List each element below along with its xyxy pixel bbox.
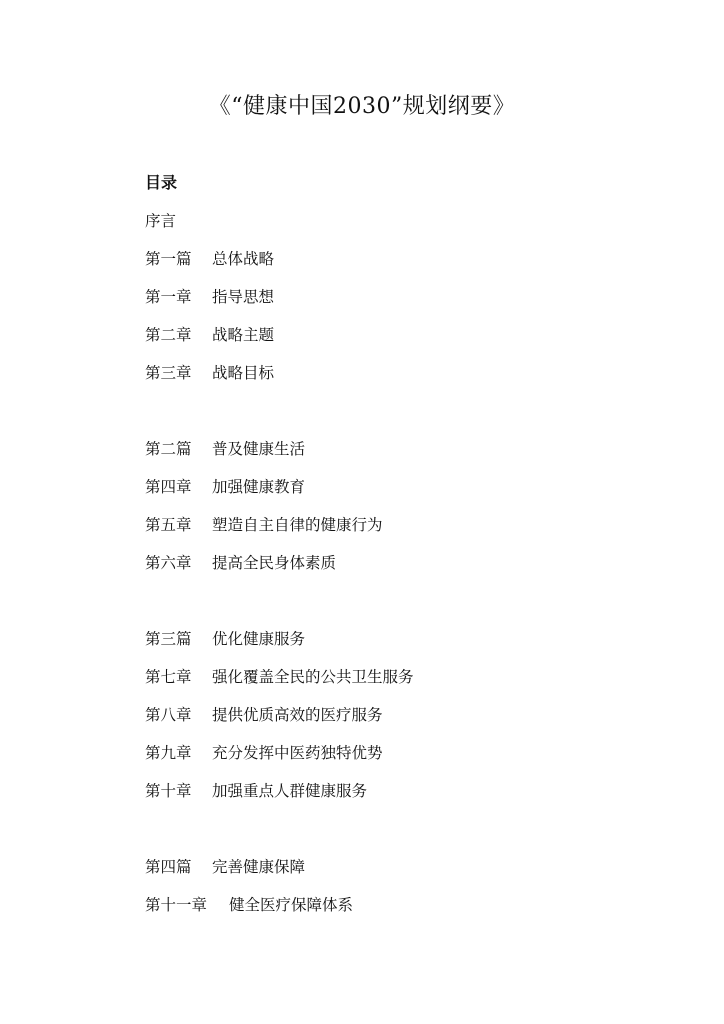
toc-item-number: 第六章 bbox=[145, 554, 192, 572]
toc-item-title: 强化覆盖全民的公共卫生服务 bbox=[212, 668, 414, 686]
toc-item-number: 第八章 bbox=[145, 706, 192, 724]
toc-item-title: 完善健康保障 bbox=[212, 858, 306, 876]
toc-item-part-3 bbox=[145, 628, 625, 666]
toc-item-number: 第一篇 bbox=[145, 250, 192, 268]
toc-heading: 目录 bbox=[145, 173, 178, 192]
toc-item-number: 第十一章 bbox=[145, 896, 208, 914]
toc-item-title: 优化健康服务 bbox=[212, 630, 306, 648]
toc-item-number: 第七章 bbox=[145, 668, 192, 686]
toc-item-number: 第三章 bbox=[145, 364, 192, 382]
toc-item-chapter-1 bbox=[145, 286, 625, 324]
toc-item-chapter-7 bbox=[145, 666, 625, 704]
toc-item-chapter-2 bbox=[145, 324, 625, 362]
toc-item-chapter-3 bbox=[145, 362, 625, 400]
toc-item-number: 第四篇 bbox=[145, 858, 192, 876]
toc-item-number: 第十章 bbox=[145, 782, 192, 800]
toc-item-number: 第四章 bbox=[145, 478, 192, 496]
toc-item-number: 第一章 bbox=[145, 288, 192, 306]
toc-item-title: 塑造自主自律的健康行为 bbox=[212, 516, 383, 534]
toc-item-title: 普及健康生活 bbox=[212, 440, 306, 458]
toc-item-title: 加强健康教育 bbox=[212, 478, 306, 496]
toc-item-number: 第二章 bbox=[145, 326, 192, 344]
toc-item-chapter-5 bbox=[145, 514, 625, 552]
toc-item-number: 第二篇 bbox=[145, 440, 192, 458]
toc-item-title: 提高全民身体素质 bbox=[212, 554, 337, 572]
toc-item-title: 总体战略 bbox=[212, 250, 275, 268]
toc-item-number: 第九章 bbox=[145, 744, 192, 762]
toc-item-part-2 bbox=[145, 438, 625, 476]
toc-item-title: 提供优质高效的医疗服务 bbox=[212, 706, 383, 724]
toc-item-part-1 bbox=[145, 248, 625, 286]
table-of-contents bbox=[145, 210, 625, 932]
toc-item-chapter-10 bbox=[145, 780, 625, 818]
toc-item-title: 充分发挥中医药独特优势 bbox=[212, 744, 383, 762]
toc-item-title: 战略目标 bbox=[212, 364, 275, 382]
toc-item-chapter-9 bbox=[145, 742, 625, 780]
toc-item-title: 指导思想 bbox=[212, 288, 275, 306]
toc-item-part-4 bbox=[145, 856, 625, 894]
toc-item-number: 第五章 bbox=[145, 516, 192, 534]
toc-item-chapter-4 bbox=[145, 476, 625, 514]
toc-item-number: 第三篇 bbox=[145, 630, 192, 648]
toc-item-number: 序言 bbox=[145, 212, 177, 230]
toc-item-title: 健全医疗保障体系 bbox=[229, 896, 354, 914]
document-title: 《“健康中国2030”规划纲要》 bbox=[208, 94, 516, 119]
toc-item-title: 战略主题 bbox=[212, 326, 275, 344]
toc-item-chapter-11 bbox=[145, 894, 625, 932]
toc-item-preface bbox=[145, 210, 625, 248]
toc-item-chapter-8 bbox=[145, 704, 625, 742]
toc-item-chapter-6 bbox=[145, 552, 625, 590]
toc-item-title: 加强重点人群健康服务 bbox=[212, 782, 368, 800]
